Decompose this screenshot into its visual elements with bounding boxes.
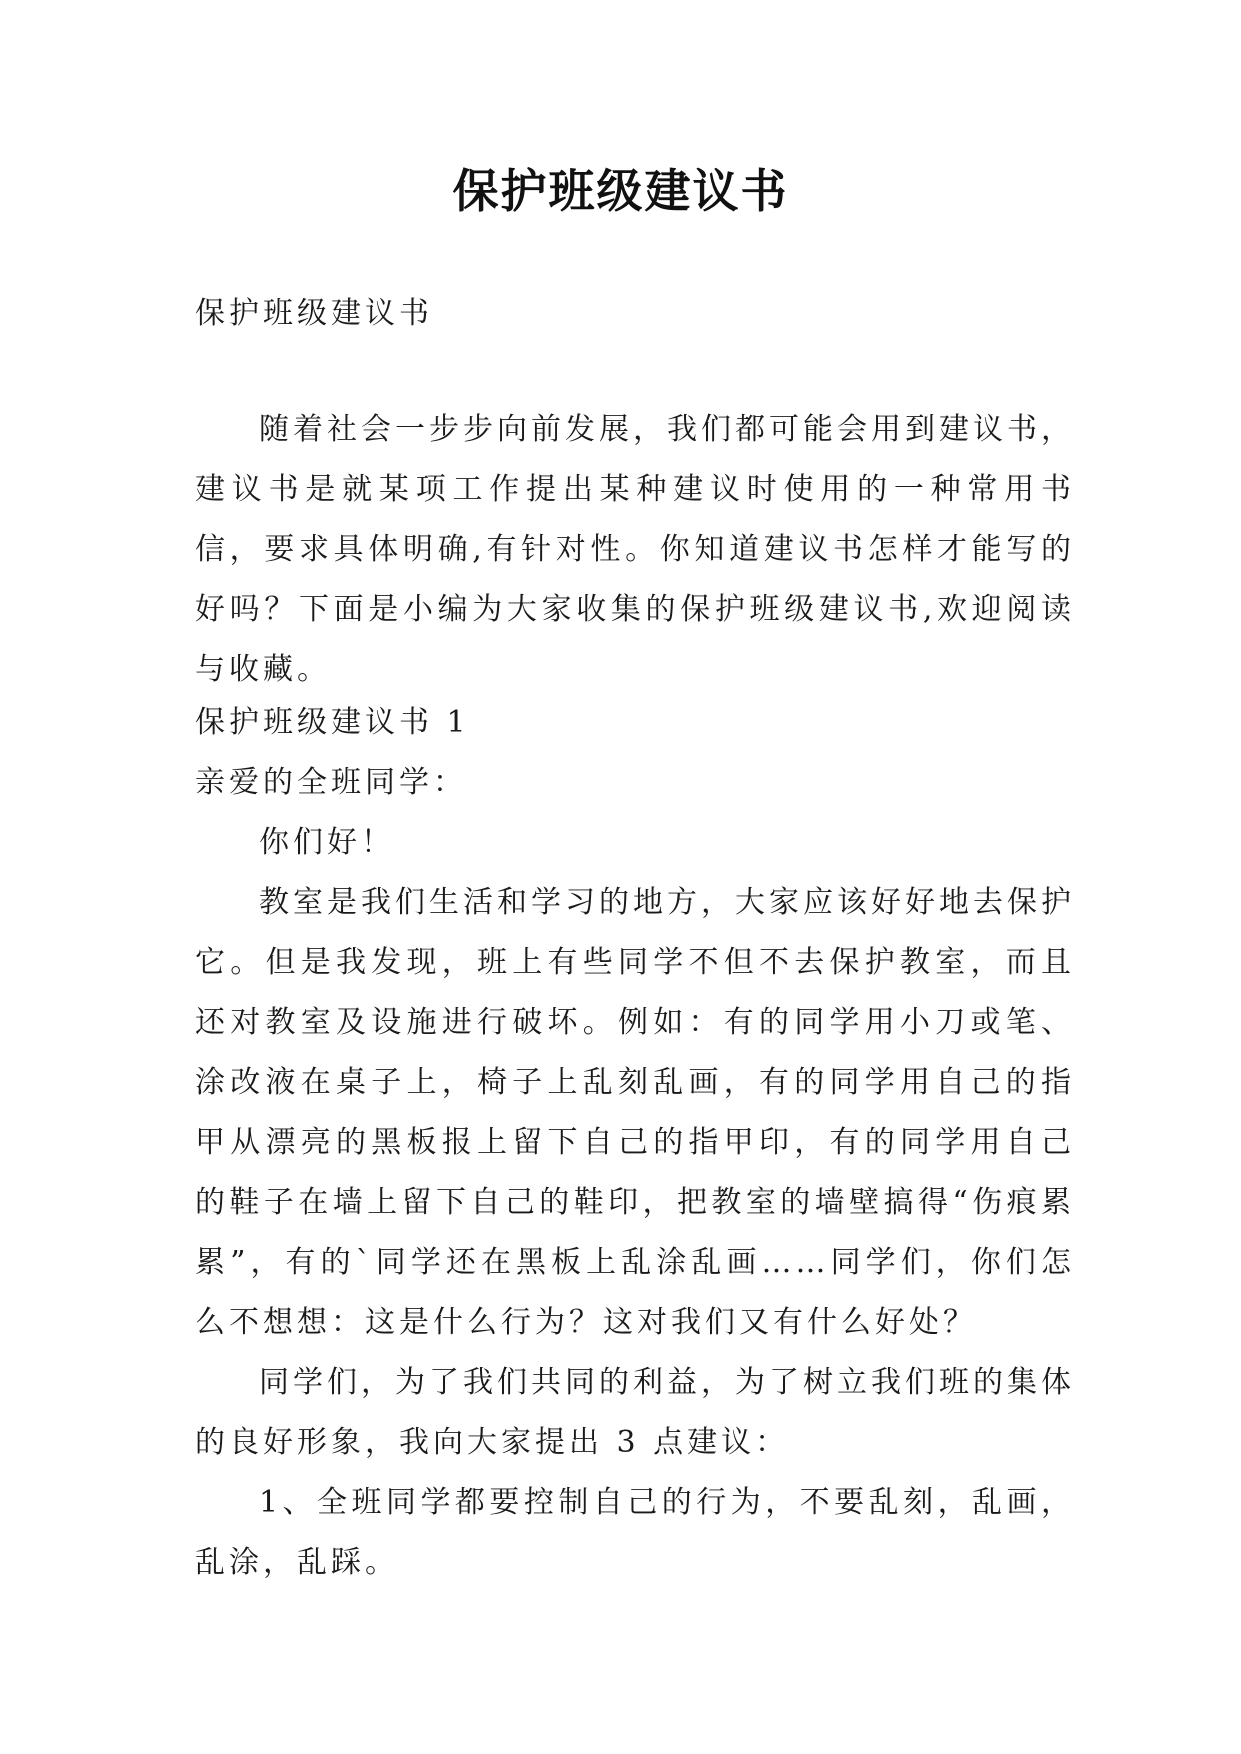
section-heading: 保护班级建议书 1 [195, 705, 470, 740]
document-subtitle: 保护班级建议书 [195, 296, 433, 331]
intro-paragraph: 随着社会一步步向前发展，我们都可能会用到建议书，建议书是就某项工作提出某种建议时使用的一种常用书信，要求具体明确,有针对性。你知道建议书怎样才能写的好吗？下面是小编为大家收集的保护班级建议书,欢迎阅读与收藏。 [195, 412, 1075, 687]
document-title: 保护班级建议书 [452, 164, 789, 218]
greeting: 你们好！ [259, 825, 395, 860]
section-1 [195, 693, 1075, 1593]
paragraph-3: 1、全班同学都要控制自己的行为，不要乱刻，乱画，乱涂，乱踩。 [195, 1485, 1075, 1580]
intro-block [195, 400, 1075, 700]
paragraph-1: 教室是我们生活和学习的地方，大家应该好好地去保护它。但是我发现，班上有些同学不但不去保护教室，而且还对教室及设施进行破坏。例如：有的同学用小刀或笔、涂改液在桌子上，椅子上乱刻乱画，有的同学用自己的指甲从漂亮的黑板报上留下自己的指甲印，有的同学用自己的鞋子在墙上留下自己的鞋印，把教室的墙壁搞得“伤痕累累”，有的`同学还在黑板上乱涂乱画……同学们，你们怎么不想想：这是什么行为？这对我们又有什么好处？ [195, 885, 1075, 1340]
salutation: 亲爱的全班同学： [195, 765, 467, 800]
document-subtitle-block [195, 284, 1075, 344]
paragraph-2: 同学们，为了我们共同的利益，为了树立我们班的集体的良好形象，我向大家提出 3 点建议： [195, 1365, 1075, 1460]
